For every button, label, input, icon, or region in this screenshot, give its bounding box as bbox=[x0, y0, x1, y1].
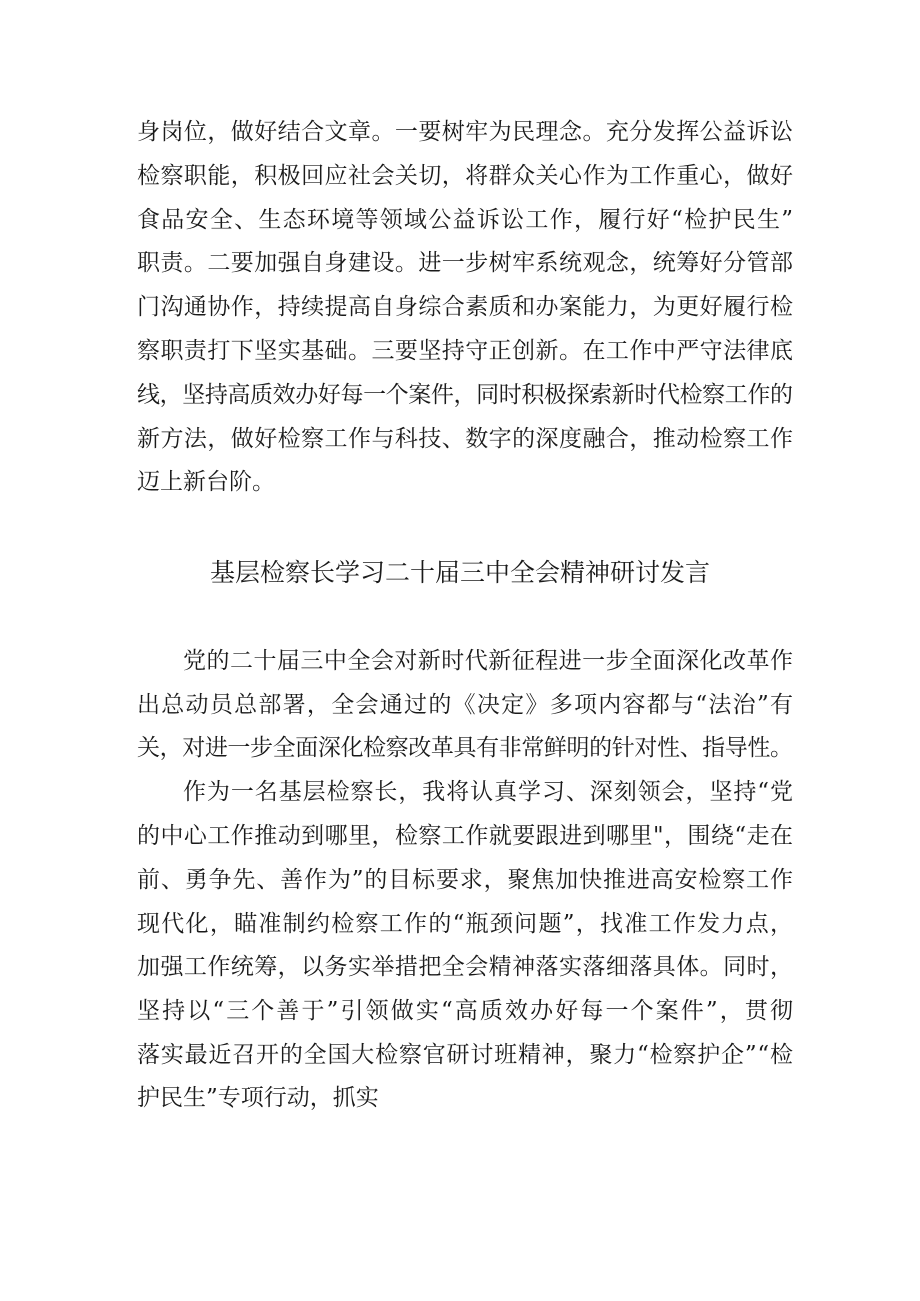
article-title: 基层检察长学习二十届三中全会精神研讨发言 bbox=[209, 558, 710, 587]
paragraph-2-line-2: 的中心工作推动到哪里，检察工作就要跟进到哪里"，围绕“走在 bbox=[137, 823, 794, 849]
paragraph-1-line-3: 关，对进一步全面深化检察改革具有非常鲜明的针对性、指导性。 bbox=[137, 735, 793, 761]
paragraph-1-line-1: 党的二十届三中全会对新时代新征程进一步全面深化改革作 bbox=[183, 648, 794, 674]
text-line-1: 身岗位，做好结合文章。一要树牢为民理念。充分发挥公益诉讼 bbox=[137, 119, 794, 145]
text-line-3: 食品安全、生态环境等领域公益诉讼工作，履行好“检护民生” bbox=[137, 207, 795, 233]
paragraph-2-line-5: 加强工作统筹，以务实举措把全会精神落实落细落具体。同时， bbox=[137, 954, 794, 980]
text-line-7: 线，坚持高质效办好每一个案件，同时积极探索新时代检察工作的 bbox=[137, 382, 793, 408]
text-line-4: 职责。二要加强自身建设。进一步树牢系统观念，统筹好分管部 bbox=[137, 250, 794, 276]
paragraph-2-line-3: 前、勇争先、善作为”的目标要求，聚焦加快推进高安检察工作 bbox=[137, 867, 794, 893]
paragraph-1-line-2: 出总动员总部署，全会通过的《决定》多项内容都与“法治”有 bbox=[137, 692, 795, 718]
paragraph-2-line-4: 现代化，瞄准制约检察工作的“瓶颈问题”，找准工作发力点， bbox=[137, 911, 795, 937]
text-line-5: 门沟通协作，持续提高自身综合素质和办案能力，为更好履行检 bbox=[137, 294, 794, 320]
text-line-2: 检察职能，积极回应社会关切，将群众关心作为工作重心，做好 bbox=[137, 163, 794, 189]
paragraph-2-line-7: 落实最近召开的全国大检察官研讨班精神，聚力“检察护企”“检 bbox=[137, 1042, 794, 1068]
text-line-6: 察职责打下坚实基础。三要坚持守正创新。在工作中严守法律底 bbox=[137, 338, 794, 364]
paragraph-2-line-1: 作为一名基层检察长，我将认真学习、深刻领会，坚持“党 bbox=[183, 779, 794, 805]
paragraph-2-line-6: 坚持以“三个善于”引领做实“高质效办好每一个案件”，贯彻 bbox=[137, 998, 796, 1024]
text-line-9: 迈上新台阶。 bbox=[137, 469, 275, 495]
paragraph-2-line-8: 护民生”专项行动，抓实 bbox=[137, 1085, 379, 1111]
text-line-8: 新方法，做好检察工作与科技、数字的深度融合，推动检察工作 bbox=[137, 426, 794, 452]
